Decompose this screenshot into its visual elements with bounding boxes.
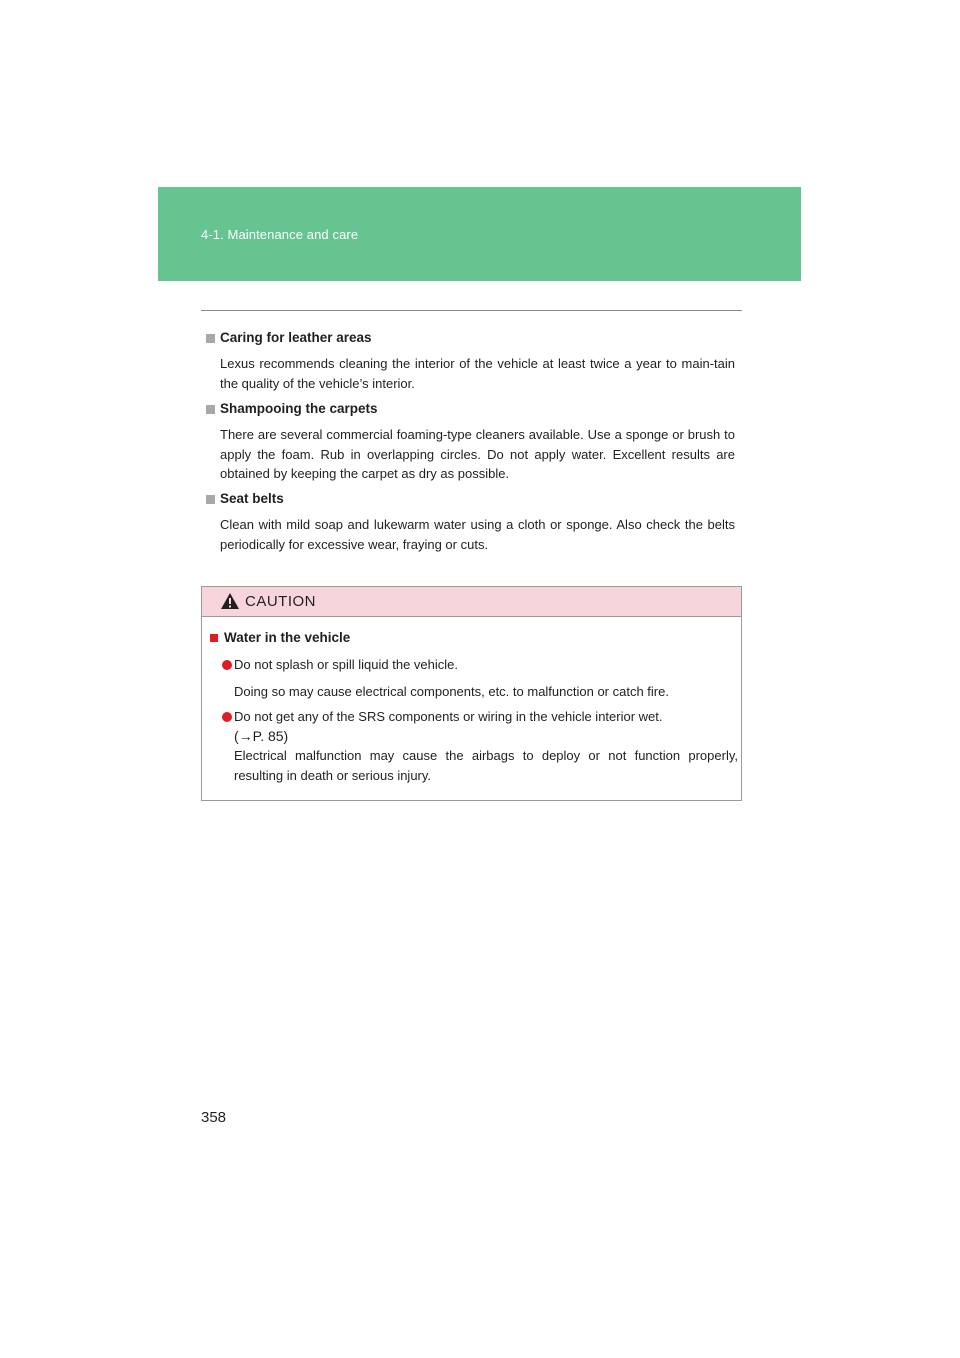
topic-heading [206,328,746,348]
caution-bullet [222,655,738,701]
caution-label: CAUTION [245,593,316,610]
caution-subheading [210,630,350,645]
topic-body: There are several commercial foaming-type cleaners available. Use a sponge or brush to apply the foam. Rub in overlapping circles. Do not apply water. Excellent results are obtained by keeping the carpet as dry as possible. [220,427,735,481]
topic-seat-belts [206,489,746,554]
topic-heading-text: Shampooing the carpets [220,401,378,416]
bullet-detail: Doing so may cause electrical components, etc. to malfunction or catch fire. [234,683,669,699]
square-bullet-icon [206,405,215,414]
topic-heading-text: Caring for leather areas [220,330,372,345]
page-reference-link[interactable]: (→P. 85) [234,727,289,744]
section-header-band [158,187,801,281]
topic-body: Lexus recommends cleaning the interior of the vehicle at least twice a year to main-tain the quality of the vehicle’s interior. [220,356,735,391]
topic-heading [206,489,746,509]
topic-leather [206,328,746,393]
page-number: 358 [201,1109,227,1126]
divider-rule [201,310,742,311]
topic-heading-text: Seat belts [220,491,284,506]
square-bullet-icon [206,495,215,504]
red-dot-bullet-icon [222,712,232,722]
square-bullet-icon [206,334,215,343]
red-square-bullet-icon [210,634,218,642]
topic-body: Clean with mild soap and lukewarm water using a cloth or sponge. Also check the belts periodically for excessive wear, fraying or cuts. [220,517,735,552]
bullet-lead: Do not splash or spill liquid the vehicle. [234,657,459,672]
bullet-lead: Do not get any of the SRS components or wiring in the vehicle interior wet. [234,709,663,724]
bullet-detail: Electrical malfunction may cause the airbags to deploy or not function properly, resulting in death or serious injury. [234,748,738,783]
caution-header [202,587,741,617]
caution-bullet [222,707,738,785]
warning-triangle-icon [220,592,240,610]
section-title: 4-1. Maintenance and care [201,227,359,242]
topic-carpets [206,399,746,484]
caution-subheading-text: Water in the vehicle [224,630,351,645]
red-dot-bullet-icon [222,660,232,670]
topic-heading [206,399,746,419]
caution-box [201,586,742,801]
